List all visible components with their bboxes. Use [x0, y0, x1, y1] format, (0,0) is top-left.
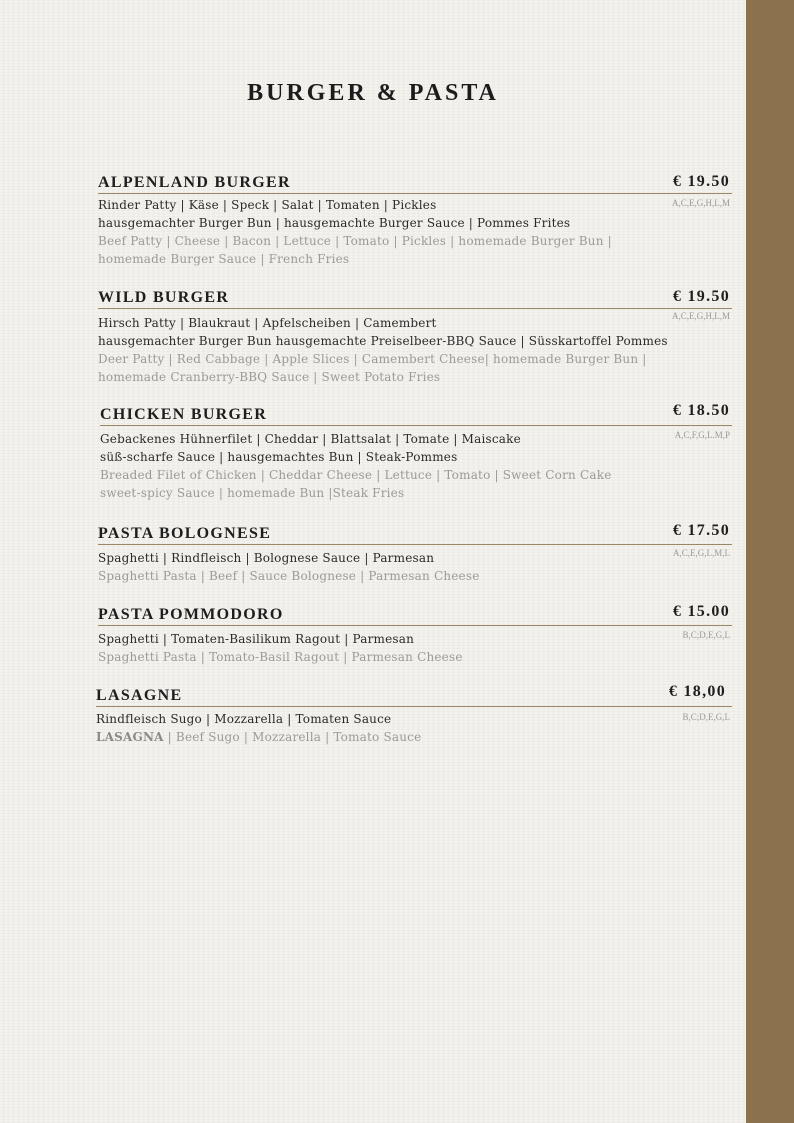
- german-description: hausgemachter Burger Bun hausgemachte Preiselbeer-BBQ Sauce | Süsskartoffel Pommes: [98, 334, 668, 348]
- english-description: [96, 728, 732, 746]
- menu-item-header: [98, 523, 732, 545]
- german-description: Rinder Patty | Käse | Speck | Salat | Tomaten | Pickles: [98, 198, 437, 212]
- dish-name: LASAGNE: [96, 687, 183, 704]
- german-description: Gebackenes Hühnerfilet | Cheddar | Blattsalat | Tomate | Maiscake: [100, 432, 521, 446]
- english-description: homemade Cranberry-BBQ Sauce | Sweet Potato Fries: [98, 370, 441, 384]
- allergen-codes: A,C,E,G,H,L,M: [672, 198, 730, 208]
- english-description: Beef Patty | Cheese | Bacon | Lettuce | Tomato | Pickles | homemade Burger Bun |: [98, 234, 612, 248]
- dish-name: WILD BURGER: [98, 289, 230, 306]
- menu-item-lasagne: [96, 685, 732, 746]
- dish-price: € 19.50: [672, 173, 730, 190]
- german-description: süß-scharfe Sauce | hausgemachtes Bun | Steak-Pommes: [100, 450, 458, 464]
- menu-item-wild-burger: [98, 287, 732, 386]
- menu-item-header: [100, 404, 732, 426]
- menu-item-pasta-bolognese: [98, 523, 732, 585]
- allergen-codes: B,C;D,E,G,L: [682, 630, 730, 640]
- dish-name: PASTA BOLOGNESE: [98, 525, 272, 542]
- decorative-side-bar: [746, 0, 794, 1123]
- german-description: Rindfleisch Sugo | Mozzarella | Tomaten Sauce: [96, 712, 392, 726]
- allergen-codes: B,C;D,E,G,L: [682, 712, 730, 722]
- dish-price: € 15.00: [672, 603, 730, 620]
- menu-item-header: [98, 172, 732, 194]
- menu-item-header: [98, 604, 732, 626]
- allergen-codes: A,C,E,G,L,M,L: [673, 548, 730, 558]
- allergen-codes: A,C,E,G,H,L,M: [672, 311, 730, 321]
- menu-item-chicken-burger: [100, 404, 732, 502]
- menu-item-header: [96, 685, 732, 707]
- dish-name: PASTA POMMODORO: [98, 606, 284, 623]
- dish-name: CHICKEN BURGER: [100, 406, 268, 423]
- page-title: BURGER & PASTA: [247, 80, 499, 106]
- english-description: sweet-spicy Sauce | homemade Bun |Steak Fries: [100, 486, 405, 500]
- english-dish-name: LASAGNA: [96, 730, 164, 744]
- dish-price: € 18,00: [668, 683, 726, 700]
- english-description-text: | Beef Sugo | Mozzarella | Tomato Sauce: [163, 730, 422, 744]
- allergen-codes: A,C,F,G,L.M,P: [674, 430, 730, 440]
- german-description: Hirsch Patty | Blaukraut | Apfelscheiben | Camembert: [98, 316, 437, 330]
- dish-price: € 19.50: [672, 288, 730, 305]
- menu-item-header: [98, 287, 732, 309]
- menu-item-pasta-pommodoro: [98, 604, 732, 666]
- german-description: Spaghetti | Rindfleisch | Bolognese Sauce | Parmesan: [98, 551, 435, 565]
- dish-price: € 18.50: [672, 402, 730, 419]
- english-description: Spaghetti Pasta | Beef | Sauce Bolognese | Parmesan Cheese: [98, 569, 480, 583]
- german-description: Spaghetti | Tomaten-Basilikum Ragout | Parmesan: [98, 632, 415, 646]
- english-description: homemade Burger Sauce | French Fries: [98, 252, 350, 266]
- english-description: Breaded Filet of Chicken | Cheddar Cheese | Lettuce | Tomato | Sweet Corn Cake: [100, 468, 612, 482]
- english-description: Spaghetti Pasta | Tomato-Basil Ragout | Parmesan Cheese: [98, 650, 463, 664]
- german-description: hausgemachter Burger Bun | hausgemachte Burger Sauce | Pommes Frites: [98, 216, 571, 230]
- dish-name: ALPENLAND BURGER: [98, 174, 291, 191]
- english-description: Deer Patty | Red Cabbage | Apple Slices | Camembert Cheese| homemade Burger Bun |: [98, 352, 647, 366]
- menu-item-alpenland-burger: [98, 172, 732, 268]
- dish-price: € 17.50: [672, 522, 730, 539]
